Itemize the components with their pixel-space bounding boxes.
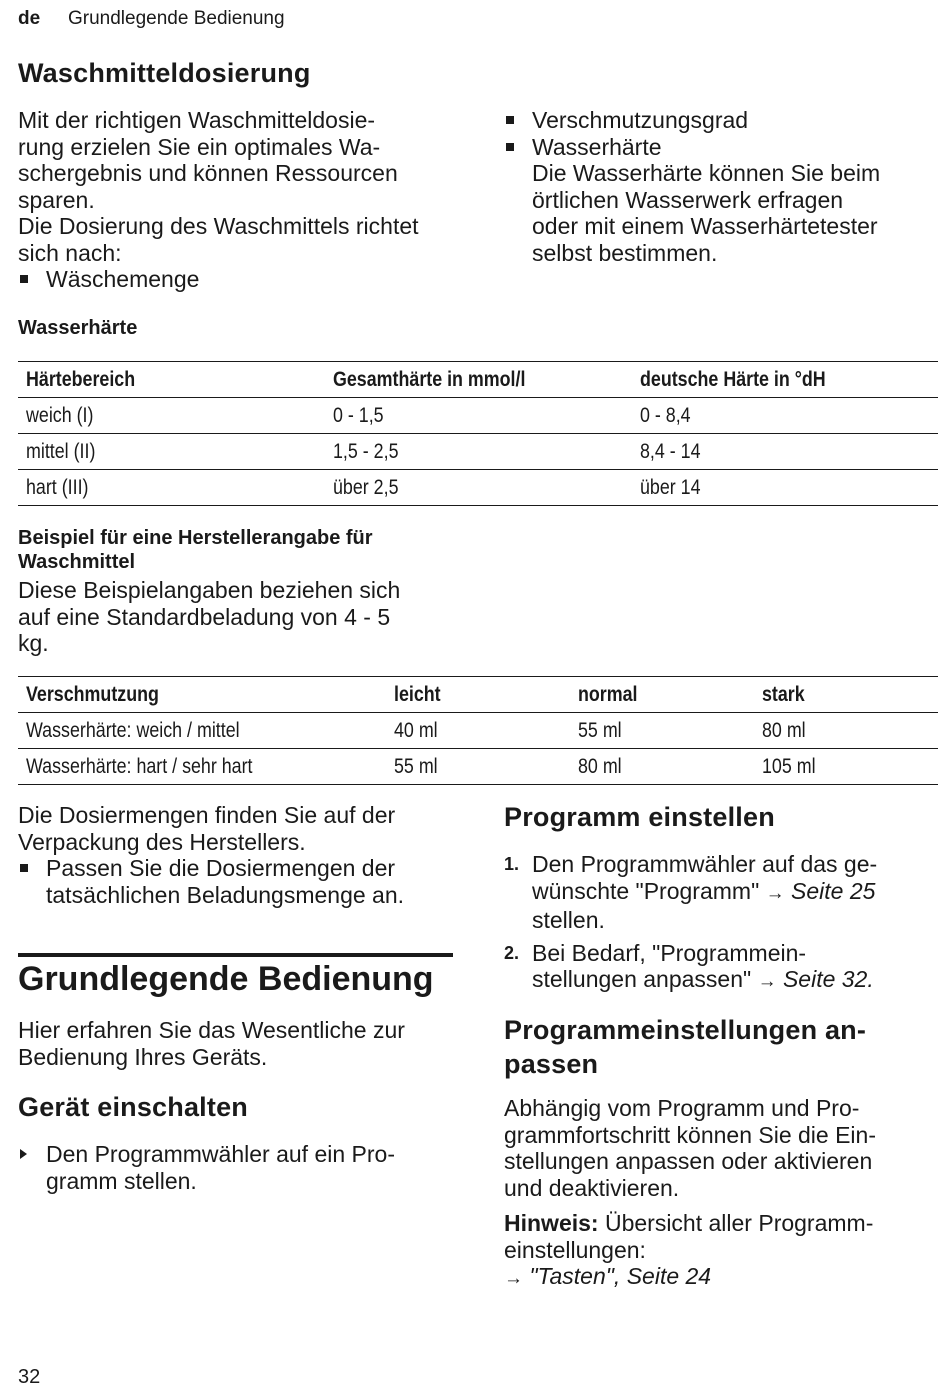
table-cell: 80 ml [578, 754, 622, 778]
square-bullet-icon [506, 143, 514, 151]
power-on-steps [18, 1141, 458, 1194]
dosing-criteria-list [18, 266, 458, 293]
list-item: 1. Den Programmwähler auf das ge- wünschte "Programm" → Seite 25 stellen. [504, 851, 878, 933]
table-cell: über 2,5 [333, 475, 399, 499]
dosage-info-block [18, 802, 458, 908]
table-row [18, 713, 938, 749]
table-cell: hart (III) [26, 475, 89, 499]
note-block: Hinweis: Übersicht aller Programm- einstellungen: → "Tasten", Seite 24 [504, 1210, 874, 1289]
column-header: Härtebereich [26, 367, 136, 391]
page-reference-link[interactable]: Seite 32 [782, 966, 868, 992]
water-hardness-note: Die Wasserhärte können Sie beim örtlichen Wasserwerk erfragen oder mit einem Wasserhärtetester selbst bestimmen. [532, 160, 881, 266]
list-item: Passen Sie die Dosiermengen der tatsächlichen Beladungsmenge an. [18, 855, 458, 908]
running-header-title: Grundlegende Bedienung [68, 8, 285, 29]
table-cell: Wasserhärte: weich / mittel [26, 718, 240, 742]
table-row [18, 749, 938, 785]
reference-arrow-icon: → [504, 1268, 523, 1289]
table-cell: 0 - 1,5 [333, 403, 384, 427]
table-header-row [18, 362, 938, 398]
language-tag: de [18, 8, 41, 29]
program-steps [504, 851, 934, 1002]
table-cell: 55 ml [394, 754, 438, 778]
table-cell: 8,4 - 14 [640, 439, 701, 463]
table-cell: 55 ml [578, 718, 622, 742]
adjust-paragraph: Abhängig vom Programm und Pro- grammfortschritt können Sie die Ein- stellungen anpassen oder aktivieren und deaktivieren. [504, 1095, 876, 1201]
example-heading: Beispiel für eine Herstellerangabe für Waschmittel [18, 527, 373, 573]
dosing-intro-paragraph: Mit der richtigen Waschmitteldosie- rung erzielen Sie ein optimales Wa- schergebnis und können Ressourcen sparen. [18, 107, 398, 213]
column-header: Gesamthärte in mmol/l [333, 367, 526, 391]
step-number: 2. [504, 942, 520, 963]
list-item: Wäschemenge [18, 266, 458, 293]
chapter-heading: Grundlegende Bedienung [18, 960, 434, 998]
dosage-advice-list [18, 855, 458, 908]
square-bullet-icon [506, 116, 514, 124]
table-cell: weich (I) [26, 403, 94, 427]
table-header-row [18, 677, 938, 713]
section-heading-adjust: Programmeinstellungen an- passen [504, 1015, 867, 1079]
example-text: Diese Beispielangaben beziehen sich auf eine Standardbeladung von 4 - 5 kg. [18, 577, 401, 656]
reference-arrow-icon: → [757, 971, 777, 992]
column-header: Verschmutzung [26, 682, 159, 706]
table-cell: über 14 [640, 475, 701, 499]
chapter-divider [18, 953, 453, 957]
hardness-heading: Wasserhärte [18, 317, 138, 339]
square-bullet-icon [20, 275, 28, 283]
table-row [18, 398, 938, 434]
square-bullet-icon [20, 864, 28, 872]
list-item: 2. Bei Bedarf, "Programmein- stellungen anpassen" → Seite 32. [504, 939, 874, 992]
column-header: deutsche Härte in °dH [640, 367, 826, 391]
reference-arrow-icon: → [765, 882, 785, 904]
dosing-depends-paragraph: Die Dosierung des Waschmittels richtet sich nach: [18, 213, 419, 266]
table-cell: 80 ml [762, 718, 806, 742]
dosing-left-column [18, 107, 458, 293]
table-row [18, 470, 938, 506]
list-item: Wasserhärte Die Wasserhärte können Sie beim örtlichen Wasserwerk erfragen oder mit einem Wasserhärtetester selbst bestimmen. [504, 134, 934, 267]
dosing-criteria-list-cont [504, 107, 934, 266]
table-cell: mittel (II) [26, 439, 96, 463]
list-item: Verschmutzungsgrad [504, 107, 934, 134]
dosage-info-paragraph: Die Dosiermengen finden Sie auf der Verpackung des Herstellers. [18, 802, 396, 855]
dosage-example-table [18, 676, 938, 785]
column-header: leicht [394, 682, 441, 706]
triangle-bullet-icon [20, 1149, 27, 1159]
table-cell: 40 ml [394, 718, 438, 742]
column-header: normal [578, 682, 638, 706]
section-heading-power-on: Gerät einschalten [18, 1092, 248, 1122]
dosing-right-column [504, 107, 934, 266]
hardness-table [18, 361, 938, 506]
page-reference-link[interactable]: "Tasten", Seite 24 [529, 1263, 712, 1289]
table-cell: 105 ml [762, 754, 816, 778]
step-number: 1. [504, 854, 520, 874]
note-label: Hinweis: [504, 1210, 599, 1236]
table-row [18, 434, 938, 470]
table-cell: 1,5 - 2,5 [333, 439, 399, 463]
column-header: stark [762, 682, 805, 706]
page-reference-link[interactable]: Seite 25 [791, 877, 876, 904]
chapter-intro: Hier erfahren Sie das Wesentliche zur Bedienung Ihres Geräts. [18, 1017, 405, 1070]
section-heading-dosing: Waschmitteldosierung [18, 58, 311, 88]
page-number: 32 [18, 1366, 41, 1388]
section-heading-program: Programm einstellen [504, 802, 775, 832]
table-cell: 0 - 8,4 [640, 403, 691, 427]
table-cell: Wasserhärte: hart / sehr hart [26, 754, 253, 778]
list-item: Den Programmwähler auf ein Pro- gramm stellen. [18, 1141, 458, 1194]
